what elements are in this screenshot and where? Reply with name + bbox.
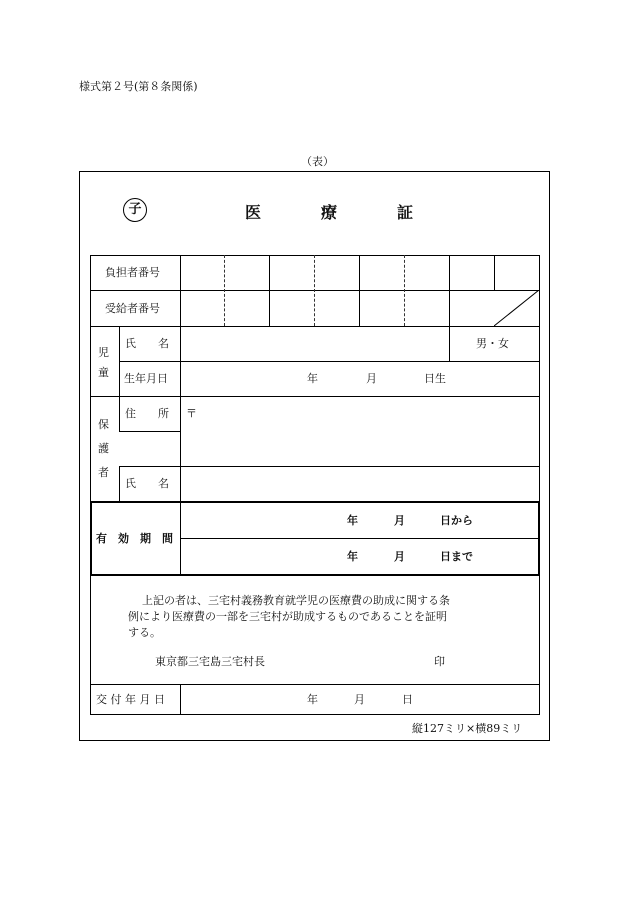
child-label-2: 童 — [98, 366, 109, 379]
issue-year-label: 年 — [307, 693, 318, 706]
valid-to-month: 月 — [394, 550, 405, 563]
child-badge: 子 — [123, 198, 147, 222]
side-label: （表） — [301, 155, 334, 168]
issuer-name: 東京都三宅島三宅村長 — [155, 655, 265, 668]
child-label-1: 児 — [98, 346, 109, 359]
title-char-2: 療 — [321, 203, 338, 222]
guardian-label-3: 者 — [98, 466, 109, 479]
title-char-3: 証 — [397, 203, 414, 222]
certification-line-2: 例により医療費の一部を三宅村が助成するものであることを証明 — [128, 610, 447, 623]
seal-mark: 印 — [434, 655, 445, 668]
child-name-label: 氏 名 — [125, 337, 169, 350]
size-note: 縦127ミリ×横89ミリ — [412, 722, 523, 735]
postal-mark: 〒 — [186, 407, 197, 420]
birth-day-label: 日生 — [424, 372, 446, 385]
form-number: 様式第２号(第８条関係) — [79, 80, 198, 93]
valid-from-year: 年 — [347, 514, 358, 527]
birth-month-label: 月 — [366, 372, 377, 385]
valid-to-day: 日まで — [440, 550, 473, 563]
gender-label: 男・女 — [476, 337, 509, 350]
diagonal-slash — [494, 290, 540, 326]
address-label: 住 所 — [125, 407, 169, 420]
title-char-1: 医 — [245, 203, 262, 222]
issue-day-label: 日 — [402, 693, 413, 706]
valid-from-month: 月 — [394, 514, 405, 527]
guardian-label-2: 護 — [98, 442, 109, 455]
burden-number-label: 負担者番号 — [105, 266, 160, 279]
guardian-label-1: 保 — [98, 418, 109, 431]
birthdate-label: 生年月日 — [124, 372, 168, 385]
certification-line-1: 上記の者は、三宅村義務教育就学児の医療費の助成に関する条 — [142, 594, 450, 607]
issue-date-label: 交 付 年 月 日 — [96, 693, 165, 706]
validity-label: 有 効 期 間 — [96, 532, 173, 545]
guardian-name-label: 氏 名 — [125, 477, 169, 490]
certification-line-3: する。 — [128, 626, 161, 639]
birth-year-label: 年 — [307, 372, 318, 385]
valid-from-day: 日から — [440, 514, 473, 527]
recipient-number-label: 受給者番号 — [105, 302, 160, 315]
valid-to-year: 年 — [347, 550, 358, 563]
issue-month-label: 月 — [354, 693, 365, 706]
